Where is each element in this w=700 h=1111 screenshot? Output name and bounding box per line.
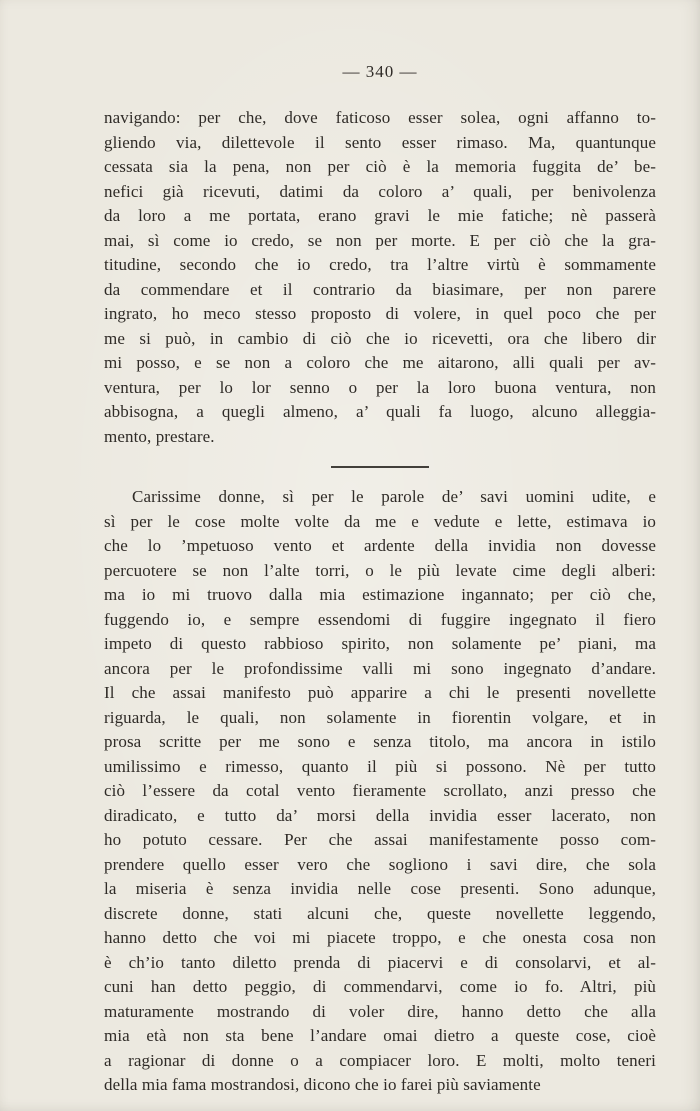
text-line: ventura, per lo lor senno o per la loro buona ventura, non (104, 377, 656, 397)
text-line: me si può, in cambio di ciò che io ricevetti, ora che libero dir (104, 328, 656, 348)
text-line: gliendo via, dilettevole il sento esser rimaso. Ma, quantunque (104, 132, 656, 152)
text-line: è ch’io tanto diletto prenda di piacervi e di consolarvi, et al- (104, 952, 656, 972)
text-line: prendere quello esser vero che sogliono i savi dire, che sola (104, 854, 656, 874)
text-line: percuotere se non l’alte torri, o le più levate cime degli alberi: (104, 560, 656, 580)
text-line: nefici già ricevuti, datimi da coloro a’ quali, per benivolenza (104, 181, 656, 201)
text-line: ma io mi truovo dalla mia estimazione ingannato; per ciò che, (104, 585, 656, 604)
text-line: mi posso, e se non a coloro che me aitarono, alli quali per av- (104, 353, 656, 372)
text-line: discrete donne, stati alcuni che, queste novellette leggendo, (104, 903, 656, 923)
text-line: da loro a me portata, erano gravi le mie fatiche; nè passerà (104, 206, 656, 225)
text-line: la miseria è senza invidia nelle cose presenti. Sono adunque, (104, 879, 656, 898)
text-line: sì per le cose molte volte da me e vedute e lette, estimava io (104, 511, 656, 531)
text-line: prosa scritte per me sono e senza titolo, ma ancora in istilo (104, 732, 656, 751)
text-line: cuni han detto peggio, di commendarvi, come io fo. Altri, più (104, 977, 656, 996)
text-line: fuggendo io, e sempre essendomi di fuggire ingegnato il fiero (104, 609, 656, 629)
text-line: ciò l’essere da cotal vento fieramente scrollato, anzi presso che (104, 781, 656, 800)
text-line: da commendare et il contrario da biasimare, per non parere (104, 279, 656, 299)
text-line: ingrato, ho meco stesso proposto di volere, in quel poco che per (104, 304, 656, 323)
text-line: umilissimo e rimesso, quanto il più si possono. Nè per tutto (104, 756, 656, 776)
text-line: Carissime donne, sì per le parole de’ savi uomini udite, e (132, 487, 656, 506)
text-block (104, 106, 656, 1098)
text-line: titudine, secondo che io credo, tra l’altre virtù è sommamente (104, 255, 656, 274)
text-line: della mia fama mostrandosi, dicono che io farei più saviamente (104, 1075, 541, 1094)
text-line: ho potuto cessare. Per che assai manifestamente posso com- (104, 830, 656, 849)
text-line: diradicato, e tutto da’ morsi della invidia esser lacerato, non (104, 805, 656, 825)
text-line: cessata sia la pena, non per ciò è la memoria fuggita de’ be- (104, 157, 656, 176)
paragraph-new-section (104, 485, 656, 1098)
text-line: mento, prestare. (104, 426, 215, 446)
text-line: mia età non sta bene l’andare omai dietro a queste cose, cioè (104, 1026, 656, 1045)
page-number: — 340 — (342, 62, 418, 81)
section-divider (331, 466, 429, 468)
text-line: impeto di questo rabbioso spirito, non solamente pe’ piani, ma (104, 634, 656, 653)
text-line: abbisogna, a quegli almeno, a’ quali fa luogo, alcuno alleggia- (104, 402, 656, 421)
text-line: che lo ’mpetuoso vento et ardente della invidia non dovesse (104, 536, 656, 555)
text-line: a ragionar di donne o a compiacer loro. E molti, molto teneri (104, 1050, 656, 1070)
text-line: mai, sì come io credo, se non per morte. E per ciò che la gra- (104, 230, 656, 250)
text-line: riguarda, le quali, non solamente in fiorentin volgare, et in (104, 707, 656, 727)
text-line: hanno detto che voi mi piacete troppo, e che onesta cosa non (104, 928, 656, 947)
paragraph-continuation (104, 106, 656, 449)
text-line: ancora per le profondissime valli mi sono ingegnato d’andare. (104, 658, 656, 678)
text-line: Il che assai manifesto può apparire a chi le presenti novellette (104, 683, 656, 702)
text-line: maturamente mostrando di voler dire, hanno detto che alla (104, 1001, 656, 1021)
text-line: navigando: per che, dove faticoso esser solea, ogni affanno to- (104, 108, 656, 127)
